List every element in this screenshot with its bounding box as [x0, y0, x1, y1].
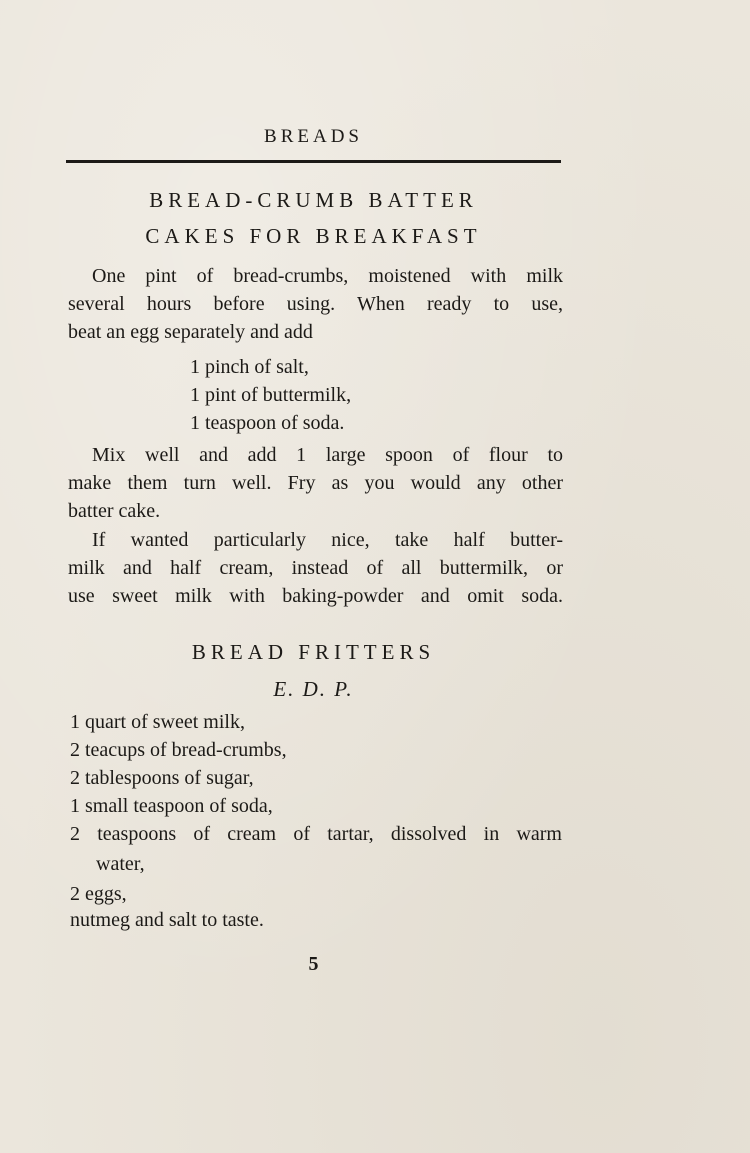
intro-line: several hours before using. When ready to use, — [68, 293, 563, 315]
ingredient-item: 2 tablespoons of sugar, — [70, 767, 254, 789]
recipe-note-paragraph — [68, 526, 563, 610]
note-line: If wanted particularly nice, take half butter- — [92, 529, 563, 551]
ingredient-item: 1 quart of sweet milk, — [70, 711, 245, 733]
intro-line: One pint of bread-crumbs, moistened with milk — [92, 265, 563, 287]
method-line: make them turn well. Fry as you would any other — [68, 472, 563, 494]
ingredient-item: 1 pint of buttermilk, — [190, 384, 352, 406]
note-line: use sweet milk with baking-powder and omit soda. — [68, 585, 563, 607]
ingredient-item: 1 teaspoon of soda. — [190, 412, 345, 434]
ingredient-item: 2 eggs, — [70, 883, 127, 905]
note-line: milk and half cream, instead of all buttermilk, or — [68, 557, 563, 579]
ingredient-item-continuation: water, — [96, 853, 145, 875]
recipe-title-line-1: BREAD-CRUMB BATTER — [149, 188, 478, 212]
recipe-title-line-2: CAKES FOR BREAKFAST — [145, 224, 482, 248]
method-line: Mix well and add 1 large spoon of flour to — [92, 444, 563, 466]
header-rule — [66, 160, 561, 163]
ingredient-item: 1 small teaspoon of soda, — [70, 795, 273, 817]
recipe-title: BREAD FRITTERS — [191, 640, 436, 664]
intro-line: beat an egg separately and add — [68, 321, 313, 343]
ingredient-item: 1 pinch of salt, — [190, 356, 309, 378]
page-number: 5 — [308, 953, 319, 975]
recipe-method-paragraph — [68, 441, 563, 525]
ingredient-item: nutmeg and salt to taste. — [70, 909, 264, 931]
method-line: batter cake. — [68, 500, 161, 522]
recipe-credit: E. D. P. — [273, 677, 354, 701]
ingredient-item: 2 teacups of bread-crumbs, — [70, 739, 287, 761]
recipe-intro-paragraph — [68, 262, 563, 346]
ingredient-item: 2 teaspoons of cream of tartar, dissolved in warm — [70, 823, 562, 845]
running-head: BREADS — [264, 126, 363, 147]
